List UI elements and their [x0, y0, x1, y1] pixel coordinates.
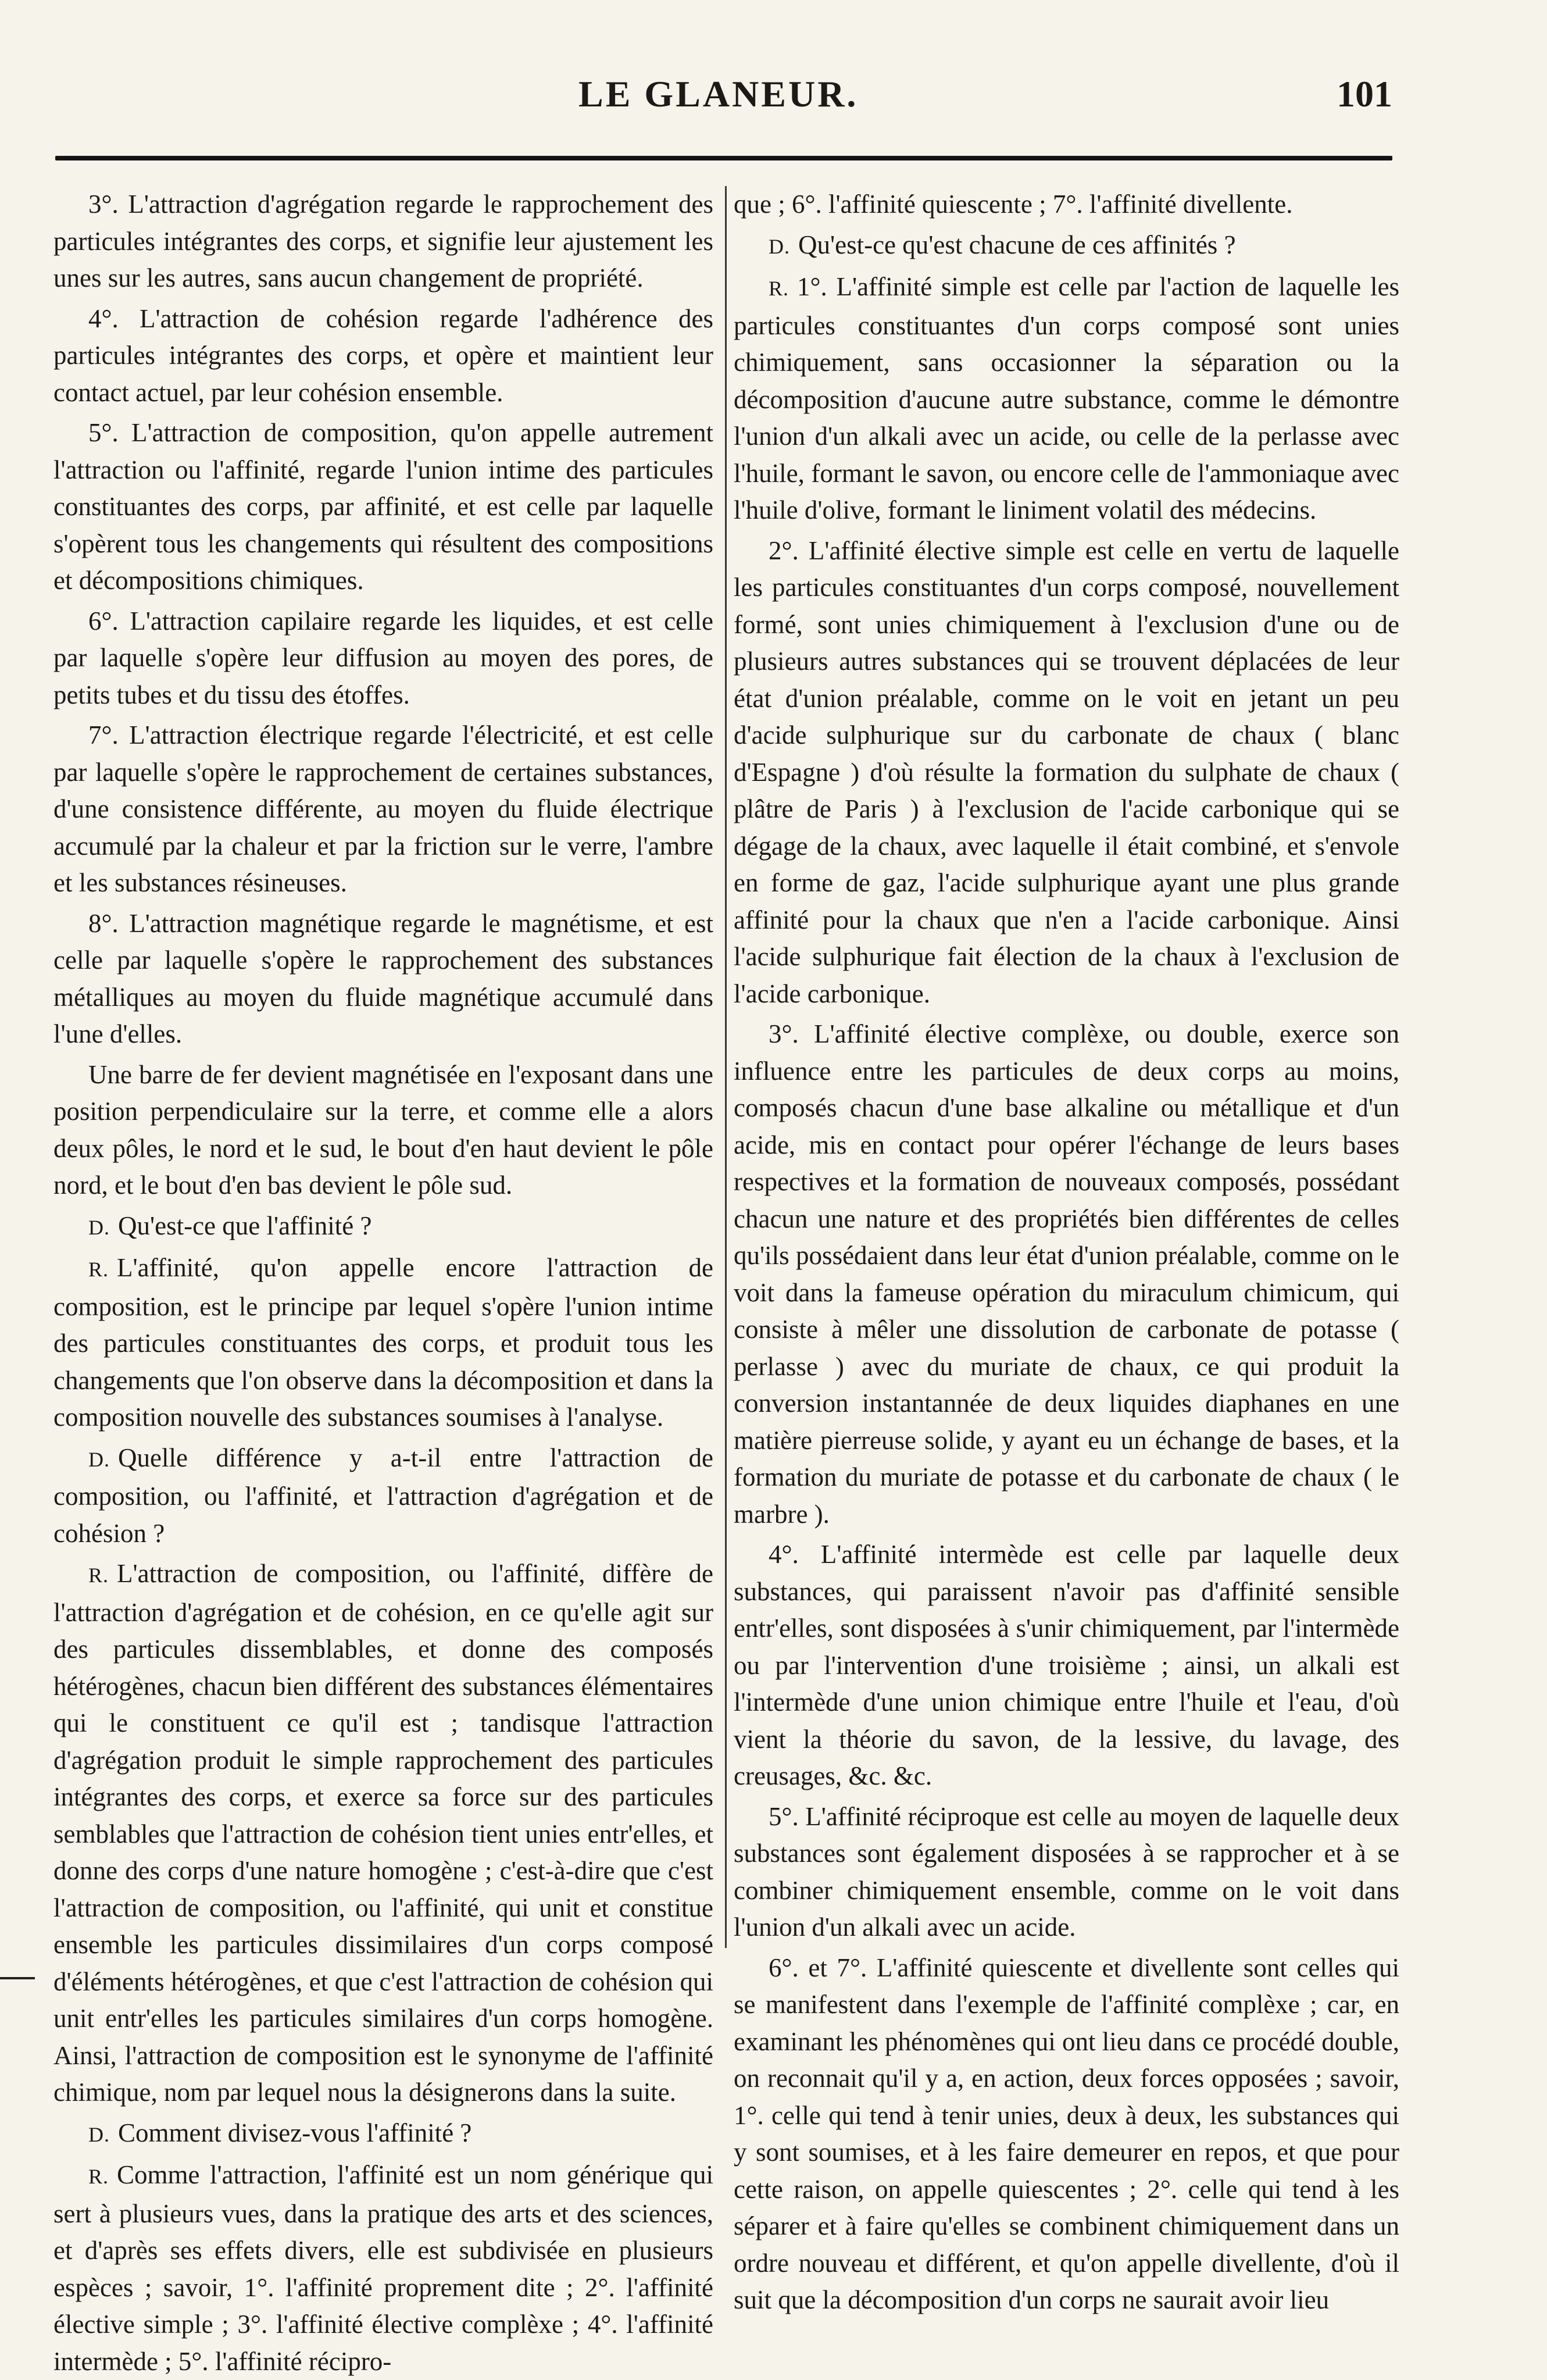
- footer-mark: [0, 1977, 35, 1979]
- paragraph-label: R.: [88, 2165, 109, 2188]
- paragraph-label: D.: [769, 234, 790, 258]
- question-paragraph: [53, 2115, 713, 2154]
- answer-paragraph: [734, 269, 1399, 529]
- text-paragraph: [734, 1536, 1399, 1795]
- text-paragraph: [734, 1799, 1399, 1946]
- paragraph-text: 5°. L'attraction de composition, qu'on appelle autrement l'attraction ou l'affinité, regarde l'union intime des particules constituantes des corps, par affinité, et est celle par laquelle s'opèrent tous les changements qui résultent des compositions et décompositions chimiques.: [53, 418, 713, 595]
- paragraph-text: que ; 6°. l'affinité quiescente ; 7°. l'affinité divellente.: [734, 190, 1293, 219]
- page-number: 101: [1337, 73, 1392, 115]
- paragraph-text: 3°. L'affinité élective complèxe, ou double, exerce son influence entre les particules de deux corps au moins, composés chacun d'une base alkaline ou métallique et d'un acide, mis en contact pour opérer l'échange de leurs bases respectives et la formation de nouveaux composés, possédant chacun une nature et des propriétés bien différentes de celles qu'ils possédaient dans leur état d'union préalable, comme on le voit dans la fameuse opération du miraculum chimicum, qui consiste à mêler une dissolution de carbonate de potasse ( perlasse ) avec du muriate de chaux, ce qui produit la conversion instantannée de deux liquides diaphanes en une matière pierreuse solide, y ayant eu un échange de bases, et la formation du muriate de potasse et du carbonate de chaux ( le marbre ).: [734, 1019, 1399, 1529]
- text-paragraph: [734, 1950, 1399, 2319]
- text-paragraph: [53, 717, 713, 902]
- column-divider: [725, 186, 727, 1948]
- paragraph-text: 5°. L'affinité réciproque est celle au moyen de laquelle deux substances sont également disposées à se rapprocher et à se combiner chimiquement ensemble, comme on le voit dans l'union d'un alkali avec un acide.: [734, 1801, 1399, 1942]
- left-column: [53, 186, 713, 2376]
- paragraph-text: Une barre de fer devient magnétisée en l'exposant dans une position perpendiculaire sur la terre, et comme elle a alors deux pôles, le nord et le sud, le bout d'en haut devient le pôle nord, et le bout d'en bas devient le pôle sud.: [53, 1059, 713, 1200]
- question-paragraph: [53, 1208, 713, 1247]
- paragraph-text: 6°. et 7°. L'affinité quiescente et divellente sont celles qui se manifestent dans l'exemple de l'affinité complèxe ; car, en examinant les phénomènes qui ont lieu dans ce procédé double, on reconnait qu'il y a, en action, deux forces opposées ; savoir, 1°. celle qui tend à tenir unies, deux à deux, les substances qui y sont soumises, et à les faire demeurer en repos, et que pour cette raison, on appelle quiescentes ; 2°. celle qui tend à les séparer et à faire qu'elles se combinent chimiquement dans un ordre nouveau et différent, et qu'on appelle divellente, d'où il suit que la décomposition d'un corps ne saurait avoir lieu: [734, 1953, 1399, 2314]
- text-paragraph: [53, 603, 713, 714]
- question-paragraph: [53, 1440, 713, 1553]
- paragraph-text: Qu'est-ce qu'est chacune de ces affinités ?: [798, 230, 1236, 259]
- text-paragraph: [734, 1016, 1399, 1533]
- text-paragraph: [53, 1057, 713, 1204]
- paragraph-text: Quelle différence y a-t-il entre l'attraction de composition, ou l'affinité, et l'attraction d'agrégation et de cohésion ?: [53, 1443, 713, 1548]
- paragraph-text: L'affinité, qu'on appelle encore l'attraction de composition, est le principe par lequel s'opère l'union intime des particules constituantes des corps, et produit tous les changements que l'on observe dans la décomposition et dans la composition nouvelle des substances soumises à l'analyse.: [53, 1253, 713, 1432]
- answer-paragraph: [53, 1555, 713, 2111]
- text-paragraph: [734, 533, 1399, 1013]
- paragraph-text: Comme l'attraction, l'affinité est un nom générique qui sert à plusieurs vues, dans la pratique des arts et des sciences, et d'après ses effets divers, elle est subdivisée en plusieurs espèces ; savoir, 1°. l'affinité proprement dite ; 2°. l'affinité élective simple ; 3°. l'affinité élective complèxe ; 4°. l'affinité intermède ; 5°. l'affinité récipro-: [53, 2160, 713, 2376]
- text-paragraph: [53, 301, 713, 412]
- paragraph-text: Comment divisez-vous l'affinité ?: [118, 2118, 472, 2147]
- right-column: [734, 186, 1399, 2314]
- paragraph-text: 4°. L'attraction de cohésion regarde l'adhérence des particules intégrantes des corps, et opère et maintient leur contact actuel, par leur cohésion ensemble.: [53, 304, 713, 407]
- page-header: [55, 73, 1392, 137]
- paragraph-label: R.: [88, 1564, 109, 1587]
- paragraph-label: D.: [88, 2122, 110, 2146]
- text-paragraph: [53, 905, 713, 1053]
- paragraph-text: 6°. L'attraction capilaire regarde les liquides, et est celle par laquelle s'opère leur diffusion au moyen des pores, de petits tubes et du tissu des étoffes.: [53, 606, 713, 709]
- text-paragraph: [53, 186, 713, 297]
- text-paragraph: [53, 415, 713, 600]
- running-title: LE GLANEUR.: [578, 73, 859, 115]
- paragraph-text: 4°. L'affinité intermède est celle par laquelle deux substances, qui paraissent n'avoir pas d'affinité sensible entr'elles, sont disposées à s'unir chimiquement, par l'intermède ou par l'intervention d'une troisième ; ainsi, un alkali est l'intermède d'une union chimique entre l'huile et l'eau, d'où vient la théorie du savon, de la lessive, du lavage, des creusages, &c. &c.: [734, 1540, 1399, 1790]
- paragraph-text: Qu'est-ce que l'affinité ?: [118, 1211, 372, 1240]
- paragraph-label: D.: [88, 1447, 110, 1471]
- paragraph-text: 2°. L'affinité élective simple est celle en vertu de laquelle les particules constituantes d'un corps composé, nouvellement formé, sont unies chimiquement à l'exclusion d'une ou de plusieurs autres substances qui se trouvent déplacées de leur état d'union préalable, comme on le voit en jetant un peu d'acide sulphurique sur du carbonate de chaux ( blanc d'Espagne ) d'où résulte la formation du sulphate de chaux ( plâtre de Paris ) à l'exclusion de l'acide carbonique qui se dégage de la chaux, avec laquelle il était combiné, et s'envole en forme de gaz, l'acide sulphurique ayant une plus grande affinité pour la chaux que n'en a l'acide carbonique. Ainsi l'acide sulphurique fait élection de la chaux à l'exclusion de l'acide carbonique.: [734, 536, 1399, 1008]
- paragraph-text: 8°. L'attraction magnétique regarde le magnétisme, et est celle par laquelle s'opère le rapprochement des substances métalliques au moyen du fluide magnétique accumulé dans l'une d'elles.: [53, 908, 713, 1048]
- question-paragraph: [734, 227, 1399, 266]
- paragraph-text: 7°. L'attraction électrique regarde l'électricité, et est celle par laquelle s'opère le rapprochement de certaines substances, d'une consistence différente, au moyen du fluide électrique accumulé par la chaleur et par la friction sur le verre, l'ambre et les substances résineuses.: [53, 720, 713, 897]
- answer-paragraph: [53, 2157, 713, 2380]
- header-rule: [55, 156, 1392, 160]
- paragraph-label: D.: [88, 1215, 110, 1239]
- paragraph-text: 1°. L'affinité simple est celle par l'action de laquelle les particules constituantes d'un corps composé sont unies chimiquement, sans occasionner la séparation ou la décomposition d'aucune autre substance, comme le démontre l'union d'un alkali avec un acide, ou celle de la perlasse avec l'huile, formant le savon, ou encore celle de l'ammoniaque avec l'huile d'olive, formant le liniment volatil des médecins.: [734, 272, 1399, 524]
- paragraph-label: R.: [88, 1258, 109, 1281]
- answer-paragraph: [53, 1250, 713, 1436]
- paragraph-label: R.: [769, 277, 789, 300]
- paragraph-text: 3°. L'attraction d'agrégation regarde le rapprochement des particules intégrantes des corps, et signifie leur ajustement les unes sur les autres, sans aucun changement de propriété.: [53, 190, 713, 292]
- paragraph-text: L'attraction de composition, ou l'affinité, diffère de l'attraction d'agrégation et de cohésion, en ce qu'elle agit sur des particules dissemblables, et donne des composés hétérogènes, chacun bien différent des substances élémentaires qui le constituent ce qu'il est ; tandisque l'attraction d'agrégation produit le simple rapprochement des particules intégrantes des corps, et exerce sa force sur des particules semblables que l'attraction de cohésion tient unies entr'elles, et donne des corps d'une nature homogène ; c'est-à-dire que c'est l'attraction de composition, ou l'affinité, qui unit et constitue ensemble les particules dissimilaires d'un corps composé d'éléments hétérogènes, et que c'est l'attraction de cohésion qui unit entr'elles les particules similaires d'un corps homogène. Ainsi, l'attraction de composition est le synonyme de l'affinité chimique, nom par lequel nous la désignerons dans la suite.: [53, 1559, 713, 2107]
- text-paragraph: [734, 186, 1399, 223]
